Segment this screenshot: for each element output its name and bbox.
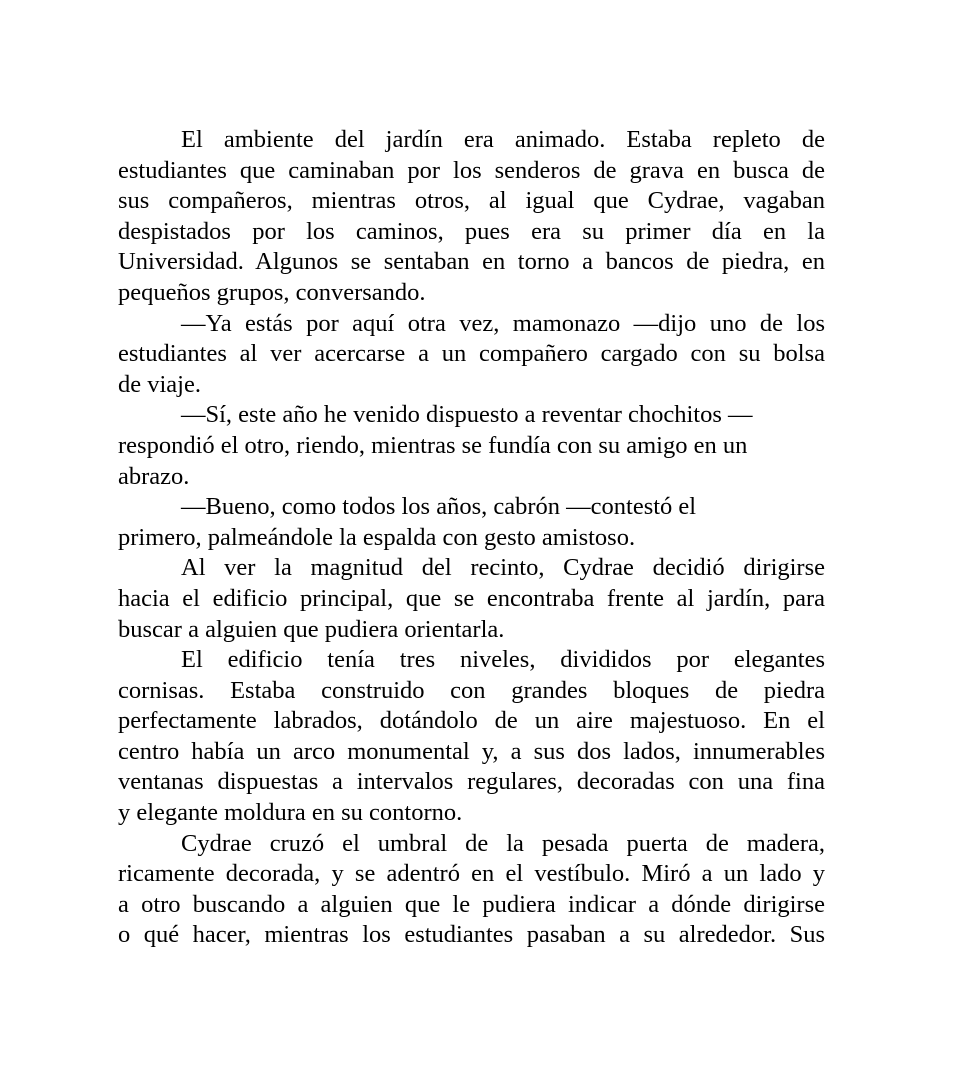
text-line: El ambiente del jardín era animado. Estaba repleto de (181, 126, 825, 153)
text-line: Universidad. Algunos se sentaban en torno a bancos de piedra, en (118, 248, 825, 276)
paragraph (118, 553, 825, 645)
text-line: a otro buscando a alguien que le pudiera indicar a dónde dirigirse (118, 890, 825, 918)
paragraph (118, 492, 825, 553)
text-line: —Bueno, como todos los años, cabrón —contestó el (181, 493, 697, 521)
text-line: —Sí, este año he venido dispuesto a reventar chochitos — (181, 401, 753, 429)
text-line: hacia el edificio principal, que se encontraba frente al jardín, para (118, 584, 825, 612)
text-line: perfectamente labrados, dotándolo de un aire majestuoso. En el (118, 707, 825, 735)
paragraph (118, 400, 825, 492)
text-line: primero, palmeándole la espalda con gesto amistoso. (118, 523, 636, 551)
text-line: centro había un arco monumental y, a sus dos lados, innumerables (118, 737, 825, 765)
text-line: despistados por los caminos, pues era su primer día en la (118, 217, 825, 245)
text-line: y elegante moldura en su contorno. (118, 799, 463, 827)
text-line: —Ya estás por aquí otra vez, mamonazo —dijo uno de los (181, 309, 825, 337)
paragraph (118, 645, 825, 829)
body-text (118, 125, 825, 951)
paragraph (118, 125, 825, 309)
text-line: de viaje. (118, 370, 201, 398)
text-line: ricamente decorada, y se adentró en el vestíbulo. Miró a un lado y (118, 860, 825, 888)
text-line: respondió el otro, riendo, mientras se fundía con su amigo en un (118, 431, 748, 459)
text-line: o qué hacer, mientras los estudiantes pasaban a su alrededor. Sus (118, 921, 825, 949)
text-line: cornisas. Estaba construido con grandes bloques de piedra (118, 676, 825, 704)
paragraph (118, 829, 825, 951)
text-line: El edificio tenía tres niveles, divididos por elegantes (181, 646, 825, 674)
paragraph (118, 309, 825, 401)
text-line: abrazo. (118, 462, 190, 490)
text-line: Al ver la magnitud del recinto, Cydrae decidió dirigirse (181, 554, 825, 582)
text-line: pequeños grupos, conversando. (118, 278, 426, 306)
text-line: buscar a alguien que pudiera orientarla. (118, 615, 505, 643)
text-line: sus compañeros, mientras otros, al igual que Cydrae, vagaban (118, 187, 825, 215)
text-line: estudiantes que caminaban por los senderos de grava en busca de (118, 156, 825, 184)
text-line: Cydrae cruzó el umbral de la pesada puerta de madera, (181, 829, 825, 857)
text-line: estudiantes al ver acercarse a un compañero cargado con su bolsa (118, 340, 825, 368)
text-line: ventanas dispuestas a intervalos regulares, decoradas con una fina (118, 768, 825, 796)
